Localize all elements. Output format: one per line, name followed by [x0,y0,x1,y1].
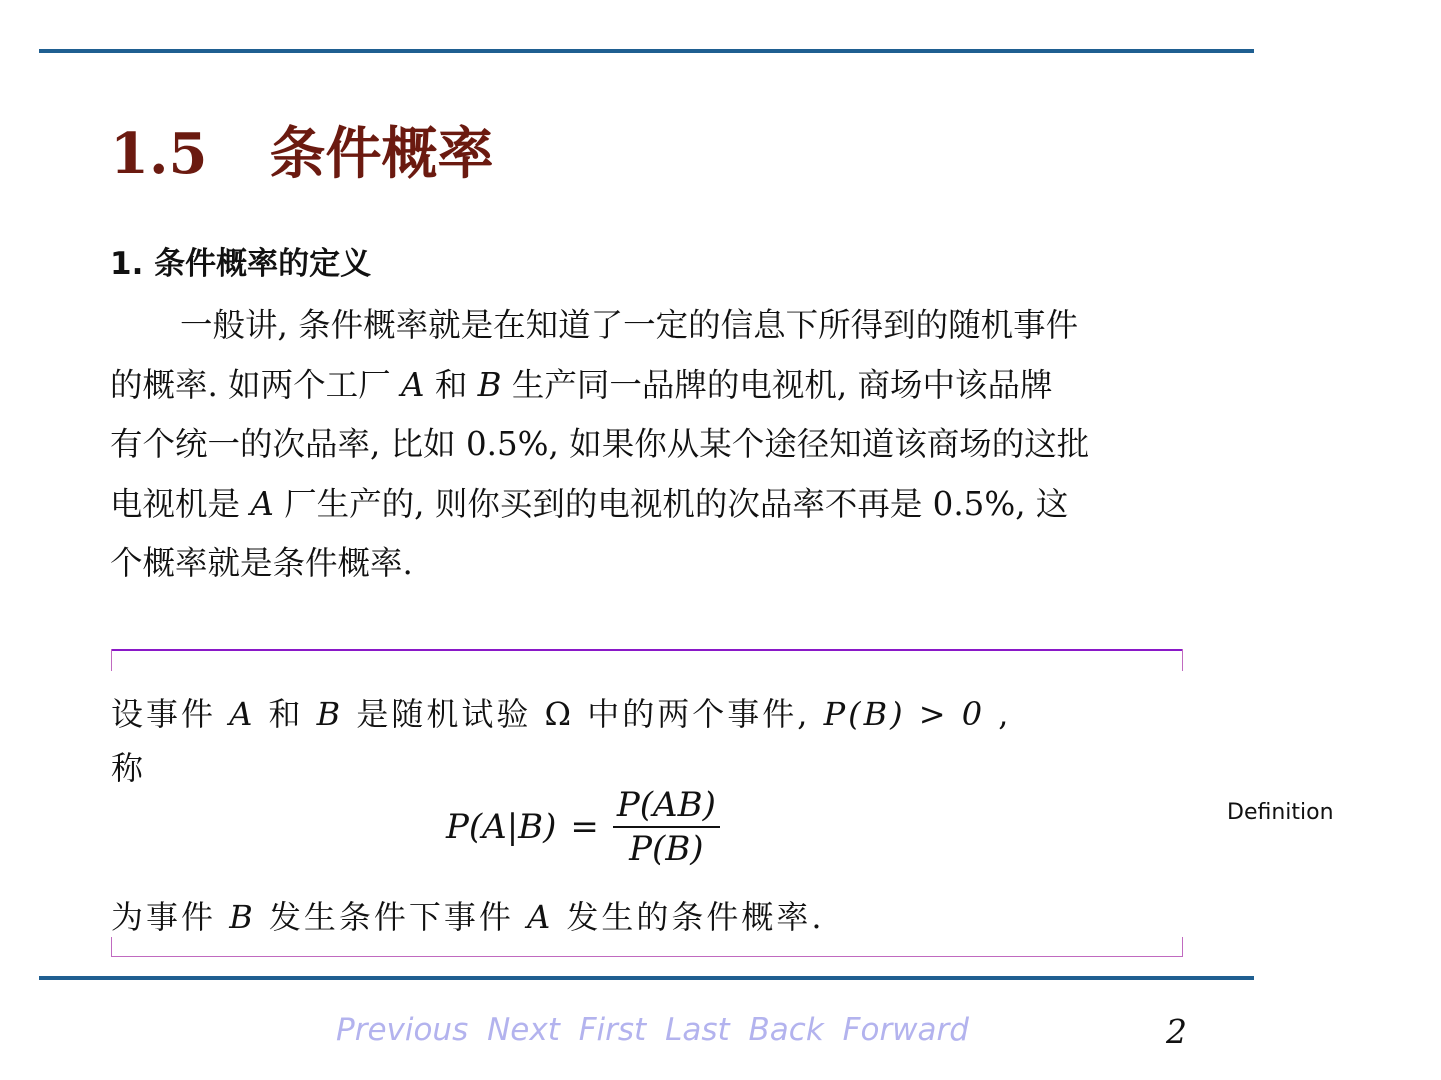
text-run: 为事件 [111,898,230,936]
text-run: 是随机试验 Ω 中的两个事件, [343,695,824,733]
formula-lhs: P(A|B) [446,807,557,847]
top-rule [39,49,1254,53]
paragraph-line [110,475,1184,535]
definition-box-corner [1182,649,1183,671]
nav-next-link[interactable]: Next [487,1012,560,1048]
text-run: 电视机是 [110,484,251,523]
text-run: 的概率. 如两个工厂 [110,365,401,404]
text-run: 发生的条件概率. [553,898,825,936]
nav-forward-link[interactable]: Forward [842,1012,969,1048]
definition-box-corner [1182,937,1183,957]
nav-previous-link[interactable]: Previous [336,1012,469,1048]
text-run: , [985,695,1012,733]
math-var-a: A [250,484,274,523]
formula-numerator: P(AB) [616,785,716,825]
paragraph-line: 一般讲, 条件概率就是在知道了一定的信息下所得到的随机事件 [180,306,1079,344]
definition-line [111,690,1011,738]
math-var-a: A [401,365,425,404]
text-run: 和 [255,695,317,733]
text-run: 生产同一品牌的电视机, 商场中该品牌 [501,365,1053,404]
text-run: 发生条件下事件 [255,898,528,936]
nav-last-link[interactable]: Last [665,1012,730,1048]
formula-equals: = [570,807,599,847]
definition-box-top-edge [111,649,1183,651]
math-var-b: B [477,365,502,404]
math-var-a: A [229,695,256,733]
paragraph-line [110,356,1184,416]
math-var-b: B [229,898,256,936]
intro-paragraph [110,296,1184,594]
definition-margin-label: Definition [1227,800,1334,825]
nav-back-link[interactable]: Back [748,1012,824,1048]
definition-box-bottom-edge [111,956,1183,957]
formula-fraction [613,784,720,870]
navigation-bar [336,1012,978,1048]
math-condition: P(B) > 0 [823,695,986,733]
text-run: 和 [424,365,478,404]
math-var-a: A [527,898,554,936]
page-number: 2 [1166,1012,1187,1051]
conditional-probability-formula [446,783,720,871]
paragraph-line: 个概率就是条件概率. [110,544,413,582]
bottom-rule [39,976,1254,980]
section-title-text: 条件概率 [269,121,494,187]
formula-denominator: P(B) [629,829,704,869]
definition-line: 称 [111,749,147,787]
definition-box-corner [111,649,112,671]
definition-line [111,893,825,941]
math-var-b: B [316,695,344,733]
section-title [110,118,493,190]
nav-first-link[interactable]: First [578,1012,647,1048]
paragraph-line: 有个统一的次品率, 比如 0.5%, 如果你从某个途径知道该商场的这批 [110,425,1090,463]
text-run: 厂生产的, 则你买到的电视机的次品率不再是 0.5%, 这 [273,484,1069,523]
text-run: 设事件 [111,695,230,733]
subsection-heading: 1. 条件概率的定义 [110,246,372,282]
section-number: 1.5 [110,121,208,187]
